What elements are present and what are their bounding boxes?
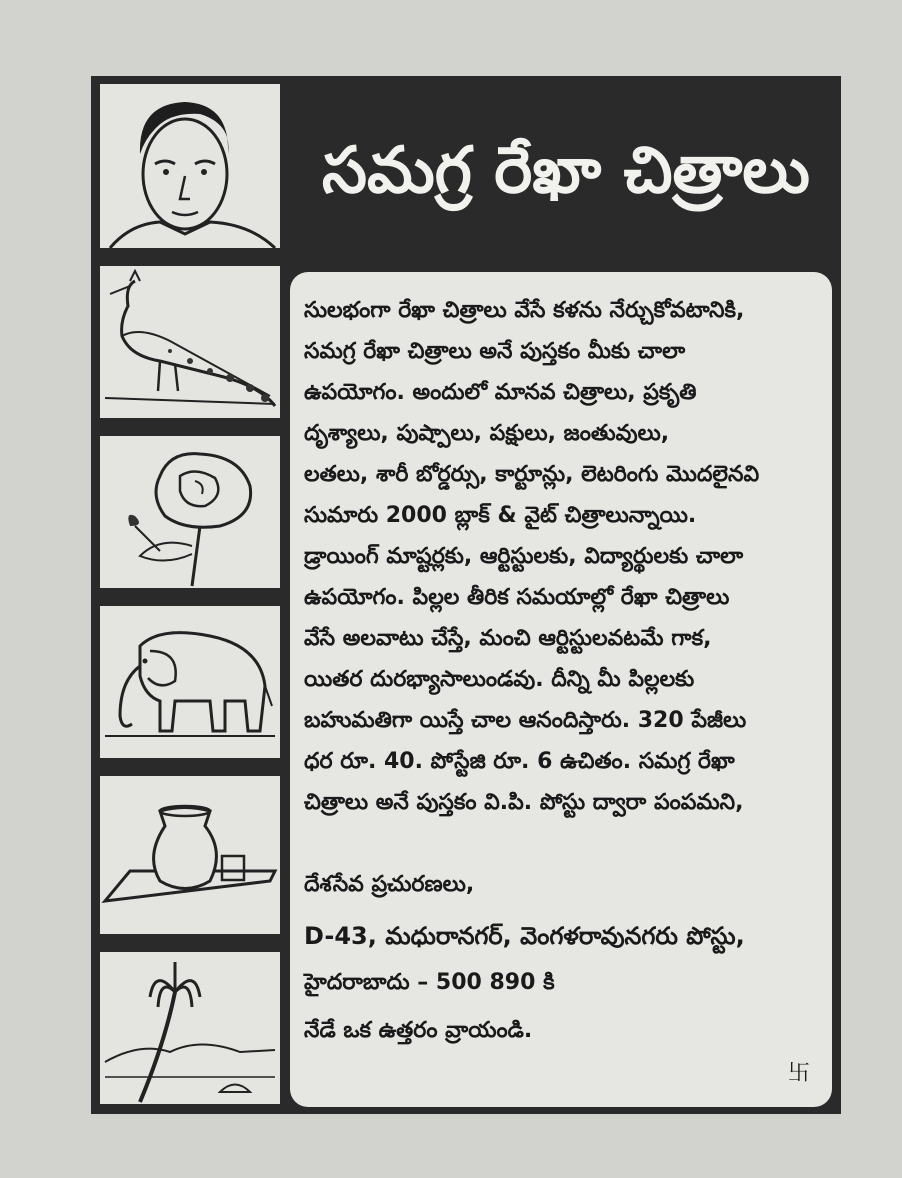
body-line: డ్రాయింగ్ మాష్టర్లకు, ఆర్టిస్టులకు, విద్యార్థులకు చాలా xyxy=(304,544,744,569)
advertisement-frame xyxy=(91,76,841,1114)
body-line: దృశ్యాలు, పుష్పాలు, పక్షులు, జంతువులు, xyxy=(304,421,670,446)
body-line: ఉపయోగం. పిల్లల తీరిక సమయాల్లో రేఖా చిత్రాలు xyxy=(304,585,730,610)
portrait-illustration xyxy=(100,84,280,248)
body-line: సుమారు 2000 బ్లాక్ & వైట్ చిత్రాలున్నాయి. xyxy=(304,503,697,528)
body-line: సులభంగా రేఖా చిత్రాలు వేసే కళను నేర్చుకోవటానికి, xyxy=(304,298,745,323)
publisher-street: D-43, మధురానగర్, వెంగళరావునగరు పోస్టు, xyxy=(304,922,745,950)
body-line: బహుమతిగా యిస్తే చాల ఆనందిస్తారు. 320 పేజీలు xyxy=(304,708,747,733)
pot-illustration xyxy=(100,776,280,934)
ad-body xyxy=(304,290,824,823)
peacock-illustration xyxy=(100,266,280,418)
call-to-action: నేడే ఒక ఉత్తరం వ్రాయండి. xyxy=(304,1018,533,1043)
ad-text-box xyxy=(290,272,832,1107)
body-line: యితర దురభ్యాసాలుండవు. దీన్ని మీ పిల్లలకు xyxy=(304,667,695,692)
elephant-illustration xyxy=(100,606,280,758)
swastika-mark: 卐 xyxy=(787,1061,810,1086)
publisher-name: దేశసేవ ప్రచురణలు, xyxy=(304,872,475,897)
body-line: చిత్రాలు అనే పుస్తకం వి.పి. పోస్టు ద్వారా పంపమని, xyxy=(304,790,744,815)
body-line: లతలు, శారీ బోర్డర్సు, కార్టూన్లు, లెటరింగు మొదలైనవి xyxy=(304,462,760,487)
body-line: వేసే అలవాటు చేస్తే, మంచి ఆర్టిస్టులవటమే గాక, xyxy=(304,626,712,651)
body-line: ఉపయోగం. అందులో మానవ చిత్రాలు, ప్రకృతి xyxy=(304,380,697,405)
ad-title: సమగ్ర రేఖా చిత్రాలు xyxy=(322,134,810,208)
publisher-city: హైదరాబాదు – 500 890 కి xyxy=(304,970,555,995)
body-line: ధర రూ. 40. పోస్టేజి రూ. 6 ఉచితం. సమగ్ర రేఖా xyxy=(304,749,735,774)
rose-illustration xyxy=(100,436,280,588)
body-line: సమగ్ర రేఖా చిత్రాలు అనే పుస్తకం మీకు చాలా xyxy=(304,339,686,364)
palm-landscape-illustration xyxy=(100,952,280,1104)
